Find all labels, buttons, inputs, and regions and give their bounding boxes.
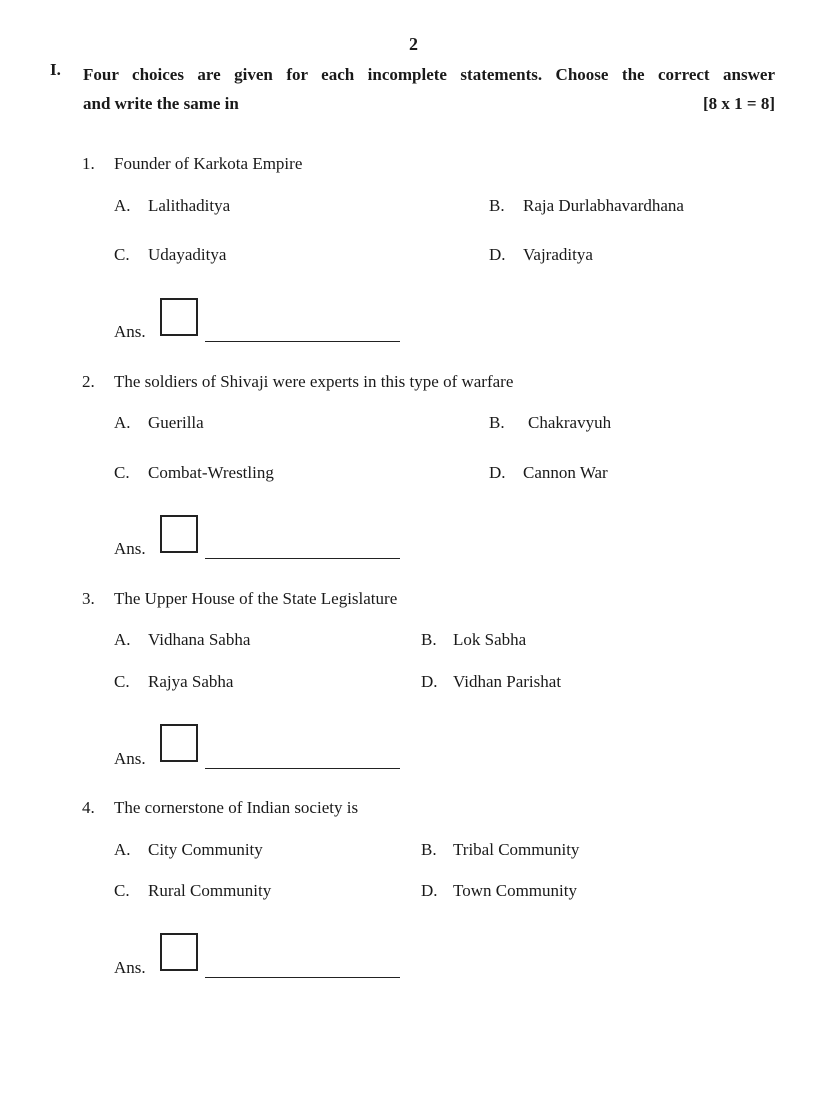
answer-box[interactable] (160, 933, 198, 971)
answer-box[interactable] (160, 724, 198, 762)
option-text: Udayaditya (148, 245, 227, 264)
option-letter: A. (114, 630, 131, 649)
answer-box[interactable] (160, 298, 198, 336)
section-instruction (83, 60, 775, 118)
option-text: Vidhana Sabha (148, 630, 251, 649)
option-letter: B. (421, 840, 437, 859)
option-text: Lalithaditya (148, 196, 231, 215)
answer-line[interactable] (205, 558, 400, 559)
section-number: I. (50, 60, 61, 79)
option-text: Rural Community (148, 881, 272, 900)
option-letter: D. (421, 672, 438, 691)
question-text: The cornerstone of Indian society is (114, 798, 359, 817)
option-text: Tribal Community (453, 840, 580, 859)
question-text: The soldiers of Shivaji were experts in this type of warfare (114, 372, 514, 391)
question-text: The Upper House of the State Legislature (114, 589, 398, 608)
answer-line[interactable] (205, 977, 400, 978)
instruction-line-2: and write the same in (83, 94, 239, 113)
option-letter: C. (114, 463, 130, 482)
instruction-line-2-row (83, 89, 775, 118)
option-text: Rajya Sabha (148, 672, 234, 691)
answer-label: Ans. (114, 539, 146, 558)
option-letter: B. (489, 196, 505, 215)
option-letter: C. (114, 245, 130, 264)
option-letter: A. (114, 196, 131, 215)
answer-label: Ans. (114, 322, 146, 341)
option-letter: A. (114, 413, 131, 432)
answer-label: Ans. (114, 958, 146, 977)
option-text: Vajraditya (523, 245, 593, 264)
option-text: Lok Sabha (453, 630, 527, 649)
section-marks: [8 x 1 = 8] (702, 94, 775, 113)
option-text: City Community (148, 840, 263, 859)
option-letter: D. (421, 881, 438, 900)
page-number: 2 (409, 34, 418, 54)
option-letter: B. (489, 413, 505, 432)
option-letter: D. (489, 463, 506, 482)
question-number: 1. (82, 154, 95, 173)
answer-label: Ans. (114, 749, 146, 768)
option-text: Chakravyuh (528, 413, 612, 432)
instruction-line-1: Four choices are given for each incomplete statements. Choose the correct answer (83, 65, 775, 84)
option-letter: C. (114, 672, 130, 691)
option-letter: B. (421, 630, 437, 649)
option-text: Cannon War (523, 463, 608, 482)
option-letter: A. (114, 840, 131, 859)
option-letter: C. (114, 881, 130, 900)
option-text: Raja Durlabhavardhana (523, 196, 684, 215)
option-text: Combat-Wrestling (148, 463, 274, 482)
question-number: 3. (82, 589, 95, 608)
option-letter: D. (489, 245, 506, 264)
question-number: 2. (82, 372, 95, 391)
question-text: Founder of Karkota Empire (114, 154, 303, 173)
option-text: Town Community (453, 881, 577, 900)
answer-line[interactable] (205, 768, 400, 769)
answer-line[interactable] (205, 341, 400, 342)
option-text: Guerilla (148, 413, 204, 432)
answer-box[interactable] (160, 515, 198, 553)
question-number: 4. (82, 798, 95, 817)
option-text: Vidhan Parishat (453, 672, 562, 691)
